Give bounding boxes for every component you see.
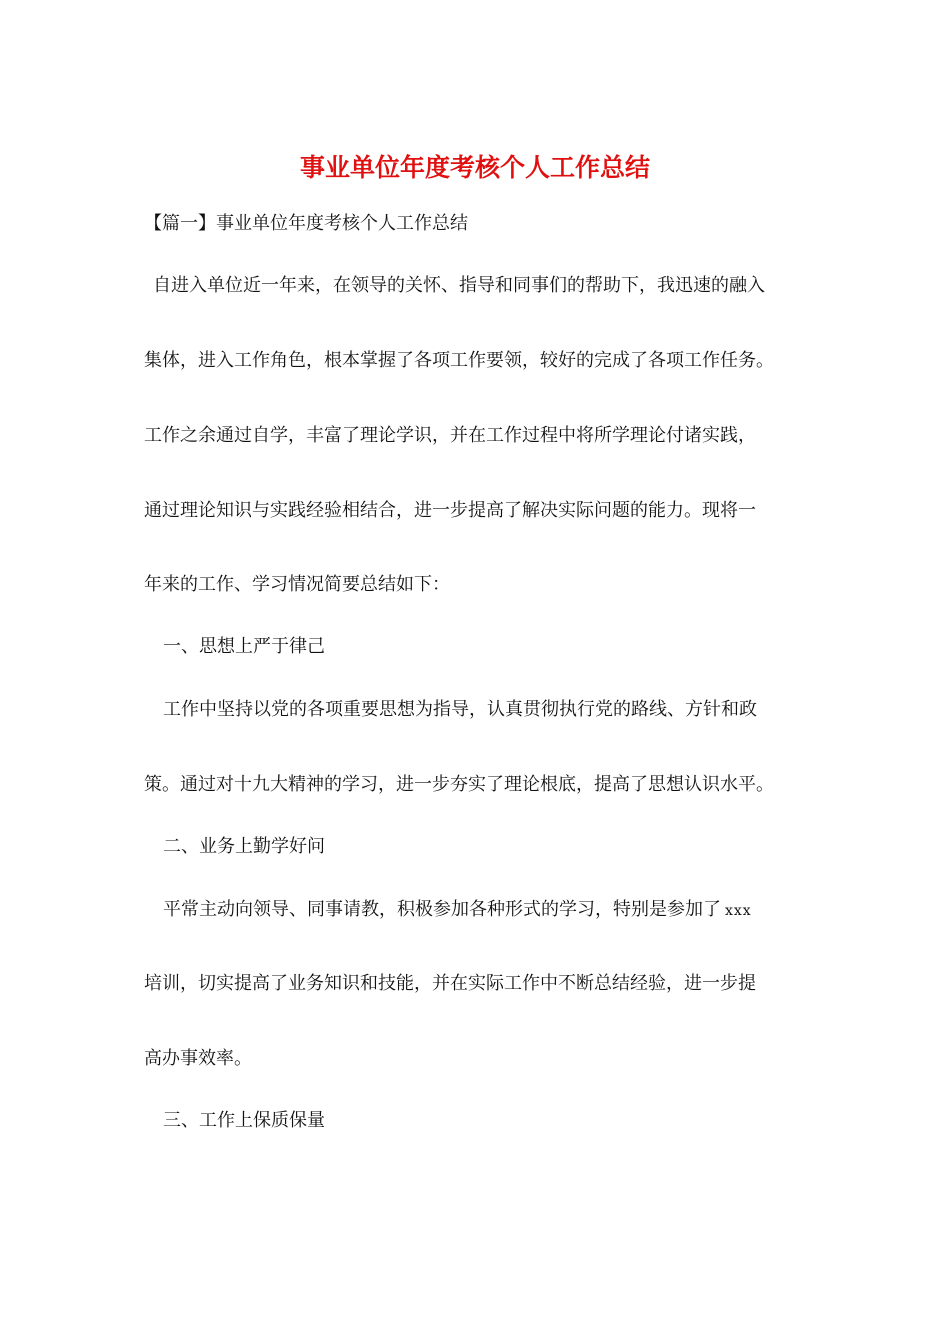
paragraph-line: 工作之余通过自学，丰富了理论学识，并在工作过程中将所学理论付诸实践， — [144, 425, 756, 446]
paragraph-line: 工作中坚持以党的各项重要思想为指导，认真贯彻执行党的路线、方针和政 — [163, 699, 757, 720]
subsection-heading: 三、工作上保质保量 — [163, 1110, 325, 1131]
section-heading: 【篇一】事业单位年度考核个人工作总结 — [144, 213, 468, 234]
paragraph-line: 自进入单位近一年来，在领导的关怀、指导和同事们的帮助下，我迅速的融入 — [153, 275, 765, 296]
paragraph-line: 集体，进入工作角色，根本掌握了各项工作要领，较好的完成了各项工作任务。 — [144, 350, 774, 371]
paragraph-line: 通过理论知识与实践经验相结合，进一步提高了解决实际问题的能力。现将一 — [144, 500, 756, 521]
paragraph-text: 平常主动向领导、同事请教，积极参加各种形式的学习，特别是参加了 — [163, 899, 721, 920]
paragraph-line — [163, 897, 752, 924]
paragraph-line: 年来的工作、学习情况简要总结如下： — [144, 574, 450, 595]
paragraph-line: 高办事效率。 — [144, 1048, 252, 1069]
paragraph-line: 策。通过对十九大精神的学习，进一步夯实了理论根底，提高了思想认识水平。 — [144, 774, 774, 795]
document-title: 事业单位年度考核个人工作总结 — [299, 153, 650, 182]
subsection-heading: 一、思想上严于律己 — [163, 636, 325, 657]
placeholder-text: xxx — [725, 903, 752, 919]
paragraph-line: 培训，切实提高了业务知识和技能，并在实际工作中不断总结经验，进一步提 — [144, 973, 756, 994]
subsection-heading: 二、业务上勤学好问 — [163, 836, 325, 857]
